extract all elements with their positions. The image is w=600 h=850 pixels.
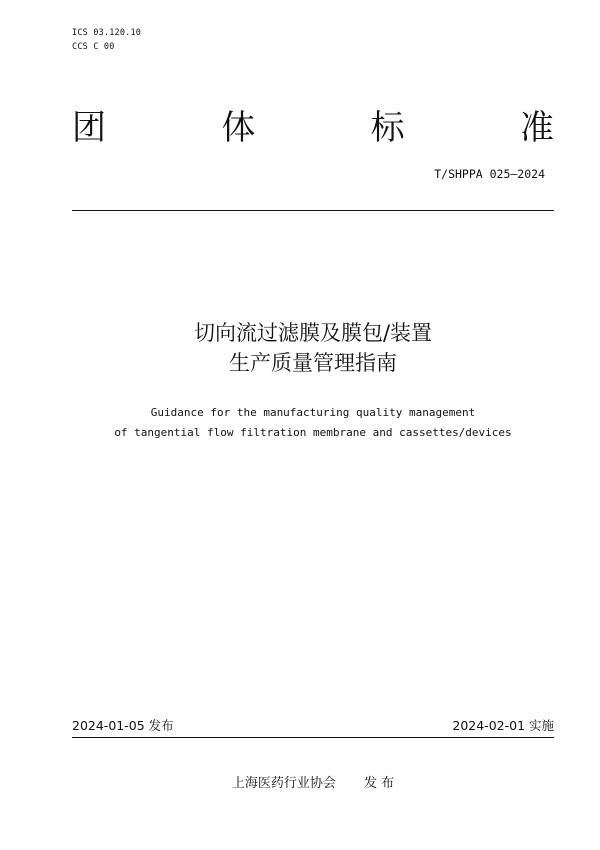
doctype-char-4: 准 <box>519 108 554 148</box>
bottom-divider <box>72 737 554 738</box>
implementation-date: 2024-02-01 实施 <box>452 718 554 733</box>
english-title <box>60 403 566 443</box>
standard-code: T/SHPPA 025—2024 <box>434 167 545 181</box>
issuer-action: 发 布 <box>363 776 395 791</box>
doctype-char-2: 体 <box>221 108 256 148</box>
doctype-char-3: 标 <box>370 108 405 148</box>
english-title-line-1: Guidance for the manufacturing quality management <box>150 406 476 419</box>
issuer-name: 上海医药行业协会 <box>231 776 336 791</box>
doctype-char-1: 团 <box>72 108 106 148</box>
ics-code: ICS 03.120.10 <box>72 28 142 38</box>
chinese-title <box>72 318 554 378</box>
top-divider <box>72 210 554 211</box>
chinese-title-line-1: 切向流过滤膜及膜包/装置 <box>193 321 433 345</box>
issuer-line <box>72 775 554 793</box>
document-type-heading <box>72 104 554 152</box>
publish-date: 2024-01-05 发布 <box>72 718 174 733</box>
ccs-code: CCS C 00 <box>72 42 115 52</box>
english-title-line-2: of tangential flow filtration membrane and cassettes/devices <box>114 426 512 439</box>
chinese-title-line-2: 生产质量管理指南 <box>229 351 397 375</box>
